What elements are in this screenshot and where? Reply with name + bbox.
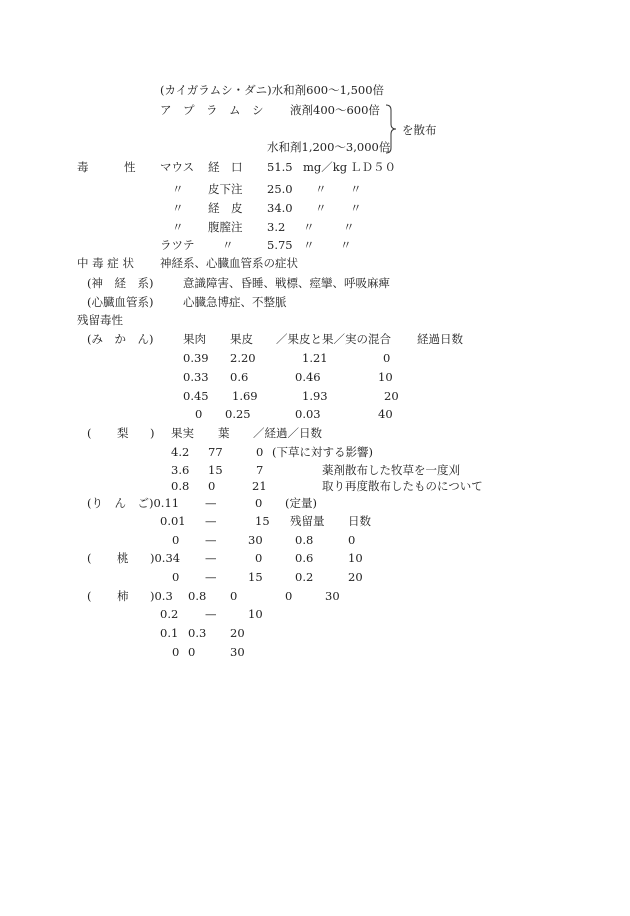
row-24-cell-1: — (205, 533, 217, 547)
row-19-cell-3: (下草に対する影響) (272, 445, 373, 459)
row-13-cell-1: 果肉 (183, 332, 206, 346)
row-30-cell-1: 0 (188, 645, 196, 659)
row-4-cell-4: 51.5 (267, 160, 293, 174)
row-18-cell-4: 葉 (218, 426, 230, 440)
row-30-cell-2: 30 (230, 645, 245, 659)
row-6-label: 〃 (172, 201, 184, 215)
row-16-cell-1: 1.69 (232, 389, 258, 403)
row-29-cell-2: 20 (230, 626, 245, 640)
row-25-cell-3: — (205, 551, 217, 565)
row-23-cell-3: 残留量 (290, 514, 325, 528)
row-11-label: (心臓血管系) (87, 295, 154, 309)
row-16-cell-3: 20 (384, 389, 399, 403)
row-5-cell-1: 皮下注 (208, 182, 243, 196)
row-27-cell-5: 0 (285, 589, 293, 603)
row-4-cell-1: 性 (124, 160, 136, 174)
row-24-label: 0 (172, 533, 180, 547)
row-22-cell-2: 0 (255, 496, 263, 510)
row-5-cell-4: 〃 (350, 182, 362, 196)
row-27-cell-2: )0.3 (150, 589, 173, 603)
row-15-cell-2: 0.46 (295, 370, 321, 384)
row-20-label: 3.6 (171, 463, 190, 477)
row-27-label: ( (87, 589, 92, 603)
row-21-cell-1: 0 (208, 479, 216, 493)
row-25-cell-4: 0 (255, 551, 263, 565)
row-23-cell-1: — (205, 514, 217, 528)
row-9-label: 中 毒 症 状 (77, 256, 134, 270)
row-16-cell-2: 1.93 (302, 389, 328, 403)
row-25-cell-5: 0.6 (295, 551, 314, 565)
row-15-label: 0.33 (183, 370, 209, 384)
row-14-cell-3: 0 (383, 351, 391, 365)
row-26-cell-3: 0.2 (295, 570, 314, 584)
row-17-label: 0 (195, 407, 203, 421)
row-30-label: 0 (172, 645, 180, 659)
row-27-cell-1: 柿 (117, 589, 129, 603)
row-27-cell-4: 0 (230, 589, 238, 603)
row-29-label: 0.1 (160, 626, 179, 640)
row-23-label: 0.01 (160, 514, 186, 528)
row-5-cell-2: 25.0 (267, 182, 293, 196)
row-6-cell-4: 〃 (350, 201, 362, 215)
row-27-cell-6: 30 (325, 589, 340, 603)
row-5-label: 〃 (172, 182, 184, 196)
row-26-label: 0 (172, 570, 180, 584)
row-4-cell-2: マウス (160, 160, 195, 174)
row-24-cell-4: 0 (348, 533, 356, 547)
row-17-cell-3: 40 (378, 407, 393, 421)
row-18-cell-3: 果実 (171, 426, 194, 440)
row-18-cell-1: 梨 (117, 426, 129, 440)
row-7-label: 〃 (172, 220, 184, 234)
row-3-label: 水和剤1,200～3,000倍 (267, 140, 391, 154)
row-15-cell-3: 10 (378, 370, 393, 384)
row-26-cell-2: 15 (248, 570, 263, 584)
row-14-label: 0.39 (183, 351, 209, 365)
row-13-cell-2: 果皮 (230, 332, 253, 346)
row-18-cell-2: ) (150, 426, 155, 440)
row-7-cell-2: 3.2 (267, 220, 286, 234)
row-29-cell-1: 0.3 (188, 626, 207, 640)
row-4-cell-3: 経 口 (208, 160, 243, 174)
row-7-cell-4: 〃 (343, 220, 355, 234)
row-1-cell-1: 液剤400～600倍 (290, 103, 380, 117)
row-21-label: 0.8 (171, 479, 190, 493)
row-19-cell-1: 77 (208, 445, 223, 459)
row-13-label: (み か ん) (87, 332, 154, 346)
row-8-cell-1: 〃 (222, 238, 234, 252)
row-4-cell-6: ＬＤ５０ (350, 160, 396, 174)
row-26-cell-1: — (205, 570, 217, 584)
row-15-cell-1: 0.6 (230, 370, 249, 384)
row-26-cell-4: 20 (348, 570, 363, 584)
row-14-cell-2: 1.21 (302, 351, 328, 365)
row-2-label: を散布 (402, 123, 437, 137)
row-25-cell-2: )0.34 (150, 551, 181, 565)
row-25-cell-1: 桃 (117, 551, 129, 565)
row-20-cell-1: 15 (208, 463, 223, 477)
row-10-label: (神 経 系) (87, 276, 154, 290)
row-23-cell-4: 日数 (348, 514, 371, 528)
row-25-label: ( (87, 551, 92, 565)
row-18-cell-5: ／経過／日数 (253, 426, 322, 440)
row-22-cell-1: — (205, 496, 217, 510)
row-8-cell-3: 〃 (303, 238, 315, 252)
row-27-cell-3: 0.8 (188, 589, 207, 603)
row-20-cell-3: 薬剤散布した牧草を一度刈 (322, 463, 460, 477)
row-8-cell-4: 〃 (340, 238, 352, 252)
row-18-label: ( (87, 426, 92, 440)
row-11-cell-1: 心臓急博症、不整脈 (183, 295, 287, 309)
row-21-cell-2: 21 (252, 479, 267, 493)
row-17-cell-1: 0.25 (225, 407, 251, 421)
row-0-label: (カイガラムシ・ダニ)水和剤600～1,500倍 (160, 83, 385, 97)
row-14-cell-1: 2.20 (230, 351, 256, 365)
row-20-cell-2: 7 (256, 463, 264, 477)
row-22-label: (り ん ご)0.11 (87, 496, 180, 510)
row-23-cell-2: 15 (255, 514, 270, 528)
row-9-cell-1: 神経系、心臓血管系の症状 (160, 256, 298, 270)
row-10-cell-1: 意識障害、昏睡、戦標、痙攣、呼吸麻痺 (183, 276, 390, 290)
row-12-label: 残留毒性 (77, 313, 123, 327)
row-28-label: 0.2 (160, 607, 179, 621)
row-24-cell-3: 0.8 (295, 533, 314, 547)
row-13-cell-4: 経過日数 (417, 332, 463, 346)
row-24-cell-2: 30 (248, 533, 263, 547)
row-8-label: ラツテ (160, 238, 195, 252)
row-21-cell-3: 取り再度散布したものについて (322, 479, 483, 493)
row-7-cell-1: 腹膣注 (208, 220, 243, 234)
row-22-cell-3: (定量) (285, 496, 317, 510)
row-1-label: ア プ ラ ム シ (160, 103, 264, 117)
row-6-cell-2: 34.0 (267, 201, 293, 215)
row-19-label: 4.2 (171, 445, 190, 459)
row-6-cell-1: 経 皮 (208, 201, 243, 215)
row-28-cell-2: 10 (248, 607, 263, 621)
row-7-cell-3: 〃 (303, 220, 315, 234)
row-4-label: 毒 (77, 160, 89, 174)
row-6-cell-3: 〃 (315, 201, 327, 215)
row-8-cell-2: 5.75 (267, 238, 293, 252)
row-16-label: 0.45 (183, 389, 209, 403)
row-17-cell-2: 0.03 (295, 407, 321, 421)
row-25-cell-6: 10 (348, 551, 363, 565)
row-4-cell-5: mg／kg (303, 160, 348, 174)
row-19-cell-2: 0 (256, 445, 264, 459)
row-28-cell-1: — (205, 607, 217, 621)
row-13-cell-3: ／果皮と果／実の混合 (276, 332, 391, 346)
row-5-cell-3: 〃 (315, 182, 327, 196)
